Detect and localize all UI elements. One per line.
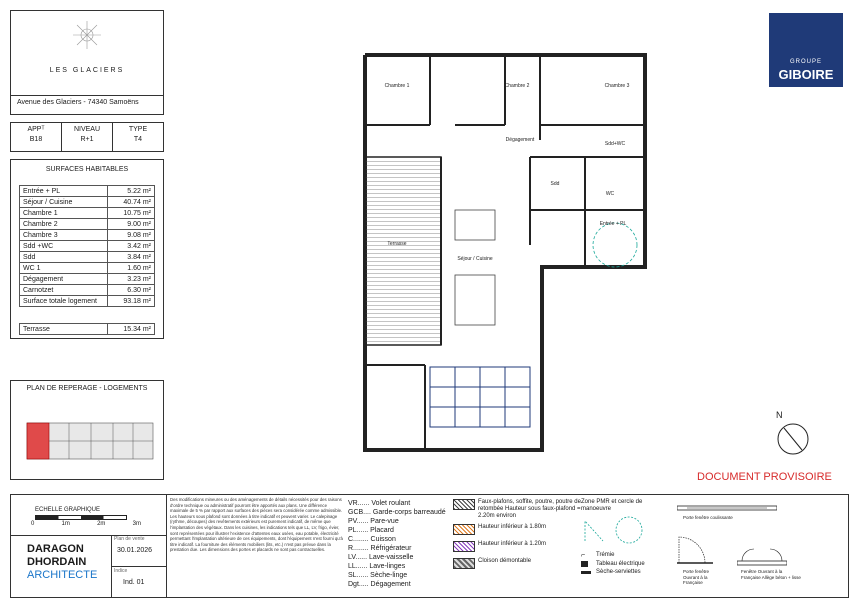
hatch-swatch-ceiling: [453, 499, 475, 510]
unit-header-type: TYPE: [128, 126, 148, 133]
window-label-french-window: Fenêtre Ouvrant à la Française Allège béton + lisse: [741, 569, 801, 580]
surface-value: 9.00 m²: [108, 219, 155, 230]
label-degagement: Dégagement: [505, 137, 535, 143]
scale-tick-3: 3m: [132, 521, 141, 527]
label-sejour: Séjour / Cuisine: [457, 256, 493, 262]
terrace-area: [365, 157, 441, 345]
surface-value: 93.18 m²: [108, 296, 155, 307]
pmr-title: Zone PMR et cercle de manoeuvre: [581, 499, 643, 512]
surface-row: [20, 208, 154, 219]
floor-plan: [355, 45, 655, 460]
surface-label: Séjour / Cuisine: [20, 197, 108, 208]
scale-bar: [35, 515, 127, 520]
brand-group: GROUPE: [789, 59, 822, 65]
sliding-door-icon: [677, 503, 777, 513]
unit-header-app: APPᵀ: [27, 126, 45, 133]
surfaces-table: [20, 186, 154, 307]
surface-value: 1.60 m²: [108, 263, 155, 274]
architect-line2: DHORDAIN: [27, 556, 87, 568]
giboire-logo: [769, 13, 843, 87]
north-arrow: [770, 410, 810, 460]
reperage-panel: [10, 380, 164, 480]
abbrev-item: R........ Réfrigérateur: [348, 545, 412, 552]
index-label: Indice: [114, 568, 128, 574]
legend-ceiling: Faux-plafons, soffite, poutre, poutre de retombée Hauteur sous faux-plafond = 2.20m environ: [478, 499, 581, 519]
towel-dryer-icon: [581, 571, 591, 574]
surface-row: [20, 263, 154, 274]
label-chambre3: Chambre 3: [604, 83, 630, 89]
abbrev-item: SL...... Sèche-linge: [348, 572, 408, 579]
surface-row: [20, 197, 154, 208]
french-door-icon: [677, 535, 713, 565]
abbrev-list: [348, 499, 458, 589]
surfaces-title: SURFACES HABITABLES: [45, 166, 129, 173]
scale-tick-0: 0: [31, 521, 35, 527]
surface-row: [20, 241, 154, 252]
provisional-stamp: DOCUMENT PROVISOIRE: [697, 471, 832, 483]
window-label-french-door: Porte fenêtre Ouvrant à la Française: [683, 569, 710, 585]
plan-date: 30.01.2026: [117, 547, 153, 554]
date-label: Plan de vente: [114, 536, 145, 542]
glaciers-logo-icon: [71, 19, 103, 51]
north-label: N: [776, 410, 783, 420]
legal-notes: Des modifications mineures ou des aménagements de détails nécessités pour des raisons d'ordre technique ou administratif pourront être apportés aux plans. Une différence maximale de 5 % par rapport aux surfaces des pièces sera considérée comme admissible. Les hauteurs sous plafond sont données à titre indicatif et peuvent varier. Le calepinage (rythme, découpes) des revêtements extérieurs est purement indicatif, de même que l'implantation des végétaux. Dans les cuisines, les indications tels que LL, LV, frigo, évier, sont représentées pour illustrer l'existence d'attentes eaux usées, eau potable, électricité permettant l'implantation ultérieure de ces équipements, dont l'équipement n'est fourni qu'à titre indicatif. La fourniture des éléments mobiliers (lits, etc.) n'est pas prévue dans la prestation due. Les dimensions des portes et placards ne sont pas contractuelles.: [170, 497, 343, 553]
legend-120: Hauteur inférieur à 1.20m: [478, 541, 547, 547]
scale-label: ECHELLE GRAPHIQUE: [35, 507, 101, 513]
unit-value-type: T4: [133, 136, 143, 143]
scale-tick-1: 1m: [61, 521, 70, 527]
surface-label: Carnotzet: [20, 285, 108, 296]
surface-value: 5.22 m²: [108, 186, 155, 197]
surface-label: Sdd +WC: [20, 241, 108, 252]
pmr-circle: [593, 223, 637, 267]
surface-row: [20, 252, 154, 263]
label-sdd: Sdd: [550, 181, 560, 187]
pmr-icon: [581, 515, 661, 545]
unit-info: [10, 122, 164, 152]
label-chambre1: Chambre 1: [384, 83, 410, 89]
symbol-tableau: Tableau électrique: [596, 561, 645, 567]
reperage-map: [19, 417, 157, 467]
reperage-title: PLAN DE REPERAGE - LOGEMENTS: [26, 385, 148, 392]
abbrev-item: PL...... Placard: [348, 527, 394, 534]
surface-value: 3.84 m²: [108, 252, 155, 263]
architect-line3: ARCHITECTE: [27, 569, 98, 581]
symbol-seche: Sèche-serviettes: [596, 569, 641, 575]
hatch-legend: [453, 499, 581, 569]
abbrev-item: VR...... Volet roulant: [348, 500, 411, 507]
hatch-swatch-180: [453, 524, 475, 535]
abbrev-item: Dgt..... Dégagement: [348, 581, 411, 588]
window-types: [671, 499, 847, 595]
surface-value: 40.74 m²: [108, 197, 155, 208]
surface-row: [20, 274, 154, 285]
electric-panel-icon: [581, 561, 588, 567]
project-header: [10, 10, 164, 115]
surface-label: WC 1: [20, 263, 108, 274]
surface-row: [20, 219, 154, 230]
surface-value: 3.42 m²: [108, 241, 155, 252]
hatch-swatch-120: [453, 541, 475, 552]
legend-180: Hauteur inférieur à 1.80m: [478, 524, 547, 530]
unit-value-app: B18: [29, 136, 43, 143]
architect-block: [11, 535, 112, 597]
legend-cloison: Cloison démontable: [478, 558, 532, 564]
label-sdd-wc: Sdd+WC: [604, 141, 626, 147]
surface-row: [20, 186, 154, 197]
scale-tick-2: 2m: [97, 521, 106, 527]
surface-label: Surface totale logement: [20, 296, 108, 307]
surface-value: 9.08 m²: [108, 230, 155, 241]
surface-row: [20, 296, 154, 307]
project-address: Avenue des Glaciers - 74340 Samoëns: [11, 95, 163, 109]
scale-block: [11, 495, 167, 536]
surface-value: 3.23 m²: [108, 274, 155, 285]
label-chambre2: Chambre 2: [504, 83, 530, 89]
brand-name: GIBOIRE: [778, 67, 834, 82]
surfaces-panel: [10, 159, 164, 339]
surface-label: Chambre 1: [20, 208, 108, 219]
french-window-icon: [737, 547, 787, 567]
architect-line1: DARAGON: [27, 543, 84, 555]
hatch-swatch-cloison: [453, 558, 475, 569]
surface-row: [20, 285, 154, 296]
unit-header-niveau: NIVEAU: [73, 126, 101, 133]
label-terrasse: Terrasse: [387, 241, 407, 247]
symbols-block: [581, 499, 666, 575]
window-label-sliding: Porte fenêtre coulissante: [683, 515, 733, 520]
footer-frame: [10, 494, 849, 598]
terrace-value: 15.34 m²: [108, 324, 155, 334]
surface-value: 6.30 m²: [108, 285, 155, 296]
surface-row: [20, 230, 154, 241]
surface-label: Chambre 2: [20, 219, 108, 230]
tremie-icon: ⌐: [581, 552, 586, 559]
abbrev-item: PV...... Pare-vue: [348, 518, 399, 525]
abbrev-item: LL...... Lave-linges: [348, 563, 406, 570]
surface-label: Dégagement: [20, 274, 108, 285]
terrace-row: [20, 324, 154, 334]
abbrev-item: C........ Cuisson: [348, 536, 396, 543]
abbrev-item: LV...... Lave-vaisselle: [348, 554, 414, 561]
surface-label: Sdd: [20, 252, 108, 263]
surface-label: Chambre 3: [20, 230, 108, 241]
highlighted-unit: [27, 423, 49, 459]
label-wc: WC: [605, 191, 615, 197]
surface-value: 10.75 m²: [108, 208, 155, 219]
unit-value-niveau: R+1: [80, 136, 94, 143]
label-entree: Entrée + PL: [599, 221, 627, 227]
terrace-label: Terrasse: [23, 325, 50, 333]
surface-label: Entrée + PL: [20, 186, 108, 197]
symbol-tremie: Trémie: [596, 552, 615, 558]
compass-icon: [776, 422, 810, 456]
date-block: [111, 535, 167, 597]
project-logo-text: LES GLACIERS: [49, 67, 125, 74]
abbrev-item: GCB.... Garde-corps barreaudé: [348, 509, 446, 516]
plan-index: Ind. 01: [123, 579, 145, 586]
